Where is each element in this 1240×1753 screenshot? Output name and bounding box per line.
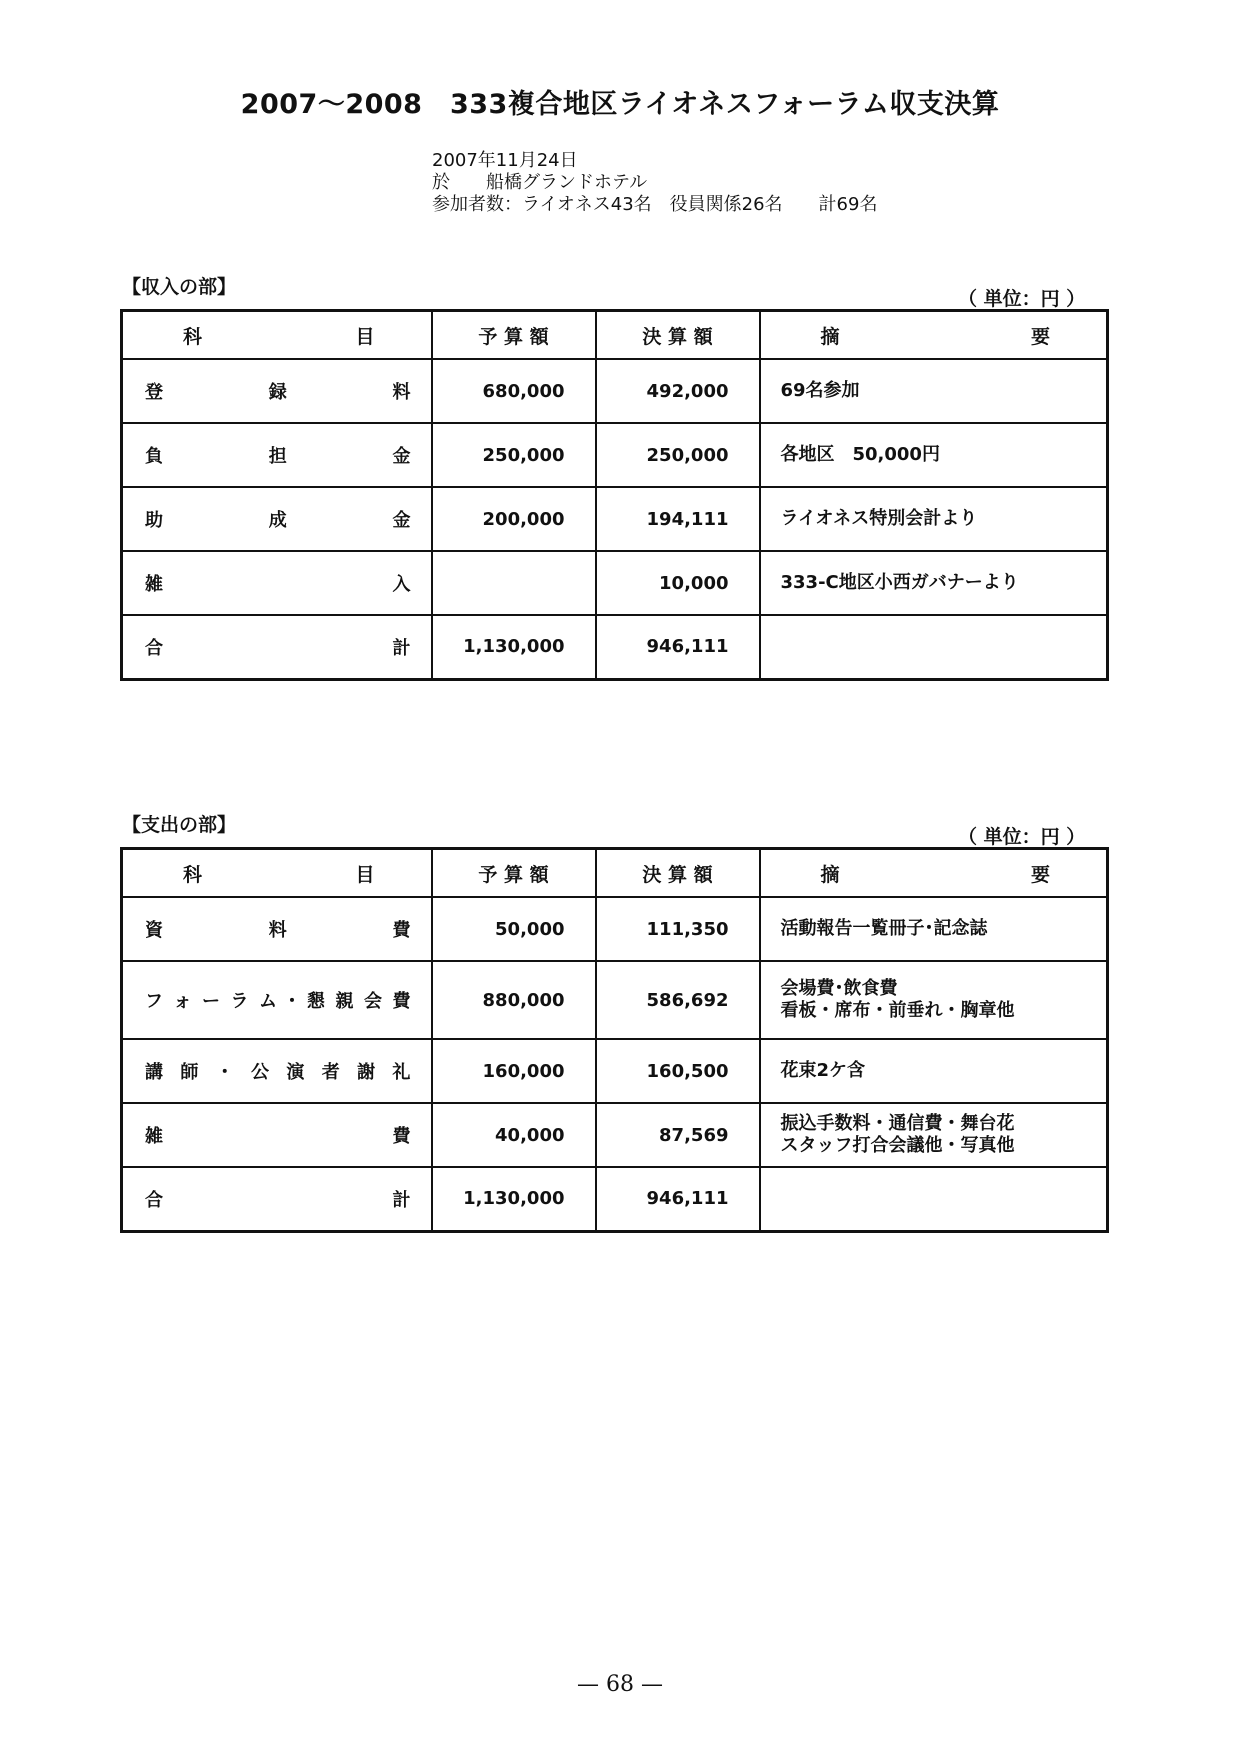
- row-item: 登 録 料: [122, 359, 432, 423]
- table-row: [122, 961, 1108, 1039]
- row-note: 各地区 50,000円: [760, 423, 1108, 487]
- row-item: 合 計: [122, 615, 432, 679]
- row-actual: 194,111: [596, 487, 760, 551]
- table-row: [122, 1039, 1108, 1103]
- row-note: 活動報告一覧冊子･記念誌: [760, 897, 1108, 961]
- row-budget: 880,000: [432, 961, 596, 1039]
- row-actual: 111,350: [596, 897, 760, 961]
- row-note: 69名参加: [760, 359, 1108, 423]
- expense-table: [120, 847, 1109, 1233]
- row-budget: [432, 551, 596, 615]
- meta-block: [432, 150, 877, 216]
- table-row: [122, 615, 1108, 679]
- table-row: [122, 897, 1108, 961]
- table-row: [122, 1167, 1108, 1231]
- document-title: 2007～2008 333複合地区ライオネスフォーラム収支決算: [240, 89, 1000, 120]
- row-note: ライオネス特別会計より: [760, 487, 1108, 551]
- row-item: 講 師 ・ 公 演 者 謝 礼: [122, 1039, 432, 1103]
- header-actual: 決 算 額: [596, 849, 760, 898]
- table-row: [122, 423, 1108, 487]
- expense-unit-label: （ 単位：円 ）: [958, 826, 1086, 848]
- header-item: 科 目: [122, 849, 432, 898]
- row-note: 振込手数料・通信費・舞台花 スタッフ打合会議他・写真他: [760, 1103, 1108, 1167]
- header-actual: 決 算 額: [596, 311, 760, 360]
- row-budget: 680,000: [432, 359, 596, 423]
- income-section-label: 【収入の部】: [122, 276, 237, 298]
- row-budget: 160,000: [432, 1039, 596, 1103]
- row-actual: 87,569: [596, 1103, 760, 1167]
- header-item: 科 目: [122, 311, 432, 360]
- row-note: 花束2ケ含: [760, 1039, 1108, 1103]
- row-actual: 492,000: [596, 359, 760, 423]
- row-note: [760, 615, 1108, 679]
- row-budget: 1,130,000: [432, 615, 596, 679]
- income-table: [120, 309, 1109, 681]
- row-budget: 250,000: [432, 423, 596, 487]
- row-actual: 160,500: [596, 1039, 760, 1103]
- row-item: 助 成 金: [122, 487, 432, 551]
- table-row: [122, 359, 1108, 423]
- expense-section-label: 【支出の部】: [122, 814, 237, 836]
- row-item: 雑 費: [122, 1103, 432, 1167]
- row-actual: 946,111: [596, 615, 760, 679]
- row-note: [760, 1167, 1108, 1231]
- meta-date: 2007年11月24日: [432, 150, 578, 171]
- header-budget: 予 算 額: [432, 311, 596, 360]
- row-item: フ ォ ー ラ ム ･ 懇 親 会 費: [122, 961, 432, 1039]
- income-unit-label: （ 単位：円 ）: [958, 288, 1086, 310]
- income-header-row: [122, 311, 1108, 360]
- row-item: 資 料 費: [122, 897, 432, 961]
- page-number: — 68 —: [577, 1672, 663, 1697]
- row-note: 会場費･飲食費 看板・席布・前垂れ・胸章他: [760, 961, 1108, 1039]
- header-note: 摘 要: [760, 849, 1108, 898]
- header-budget: 予 算 額: [432, 849, 596, 898]
- meta-participants: 参加者数：ライオネス43名 役員関係26名 計69名: [432, 194, 878, 215]
- row-actual: 10,000: [596, 551, 760, 615]
- table-row: [122, 1103, 1108, 1167]
- row-item: 合 計: [122, 1167, 432, 1231]
- row-item: 負 担 金: [122, 423, 432, 487]
- row-note: 333-C地区小西ガバナーより: [760, 551, 1108, 615]
- row-budget: 40,000: [432, 1103, 596, 1167]
- table-row: [122, 551, 1108, 615]
- row-budget: 200,000: [432, 487, 596, 551]
- row-budget: 1,130,000: [432, 1167, 596, 1231]
- row-budget: 50,000: [432, 897, 596, 961]
- table-row: [122, 487, 1108, 551]
- expense-header-row: [122, 849, 1108, 898]
- meta-venue: 於 船橋グランドホテル: [432, 172, 648, 193]
- row-actual: 946,111: [596, 1167, 760, 1231]
- header-note: 摘 要: [760, 311, 1108, 360]
- row-actual: 586,692: [596, 961, 760, 1039]
- row-item: 雑 入: [122, 551, 432, 615]
- row-actual: 250,000: [596, 423, 760, 487]
